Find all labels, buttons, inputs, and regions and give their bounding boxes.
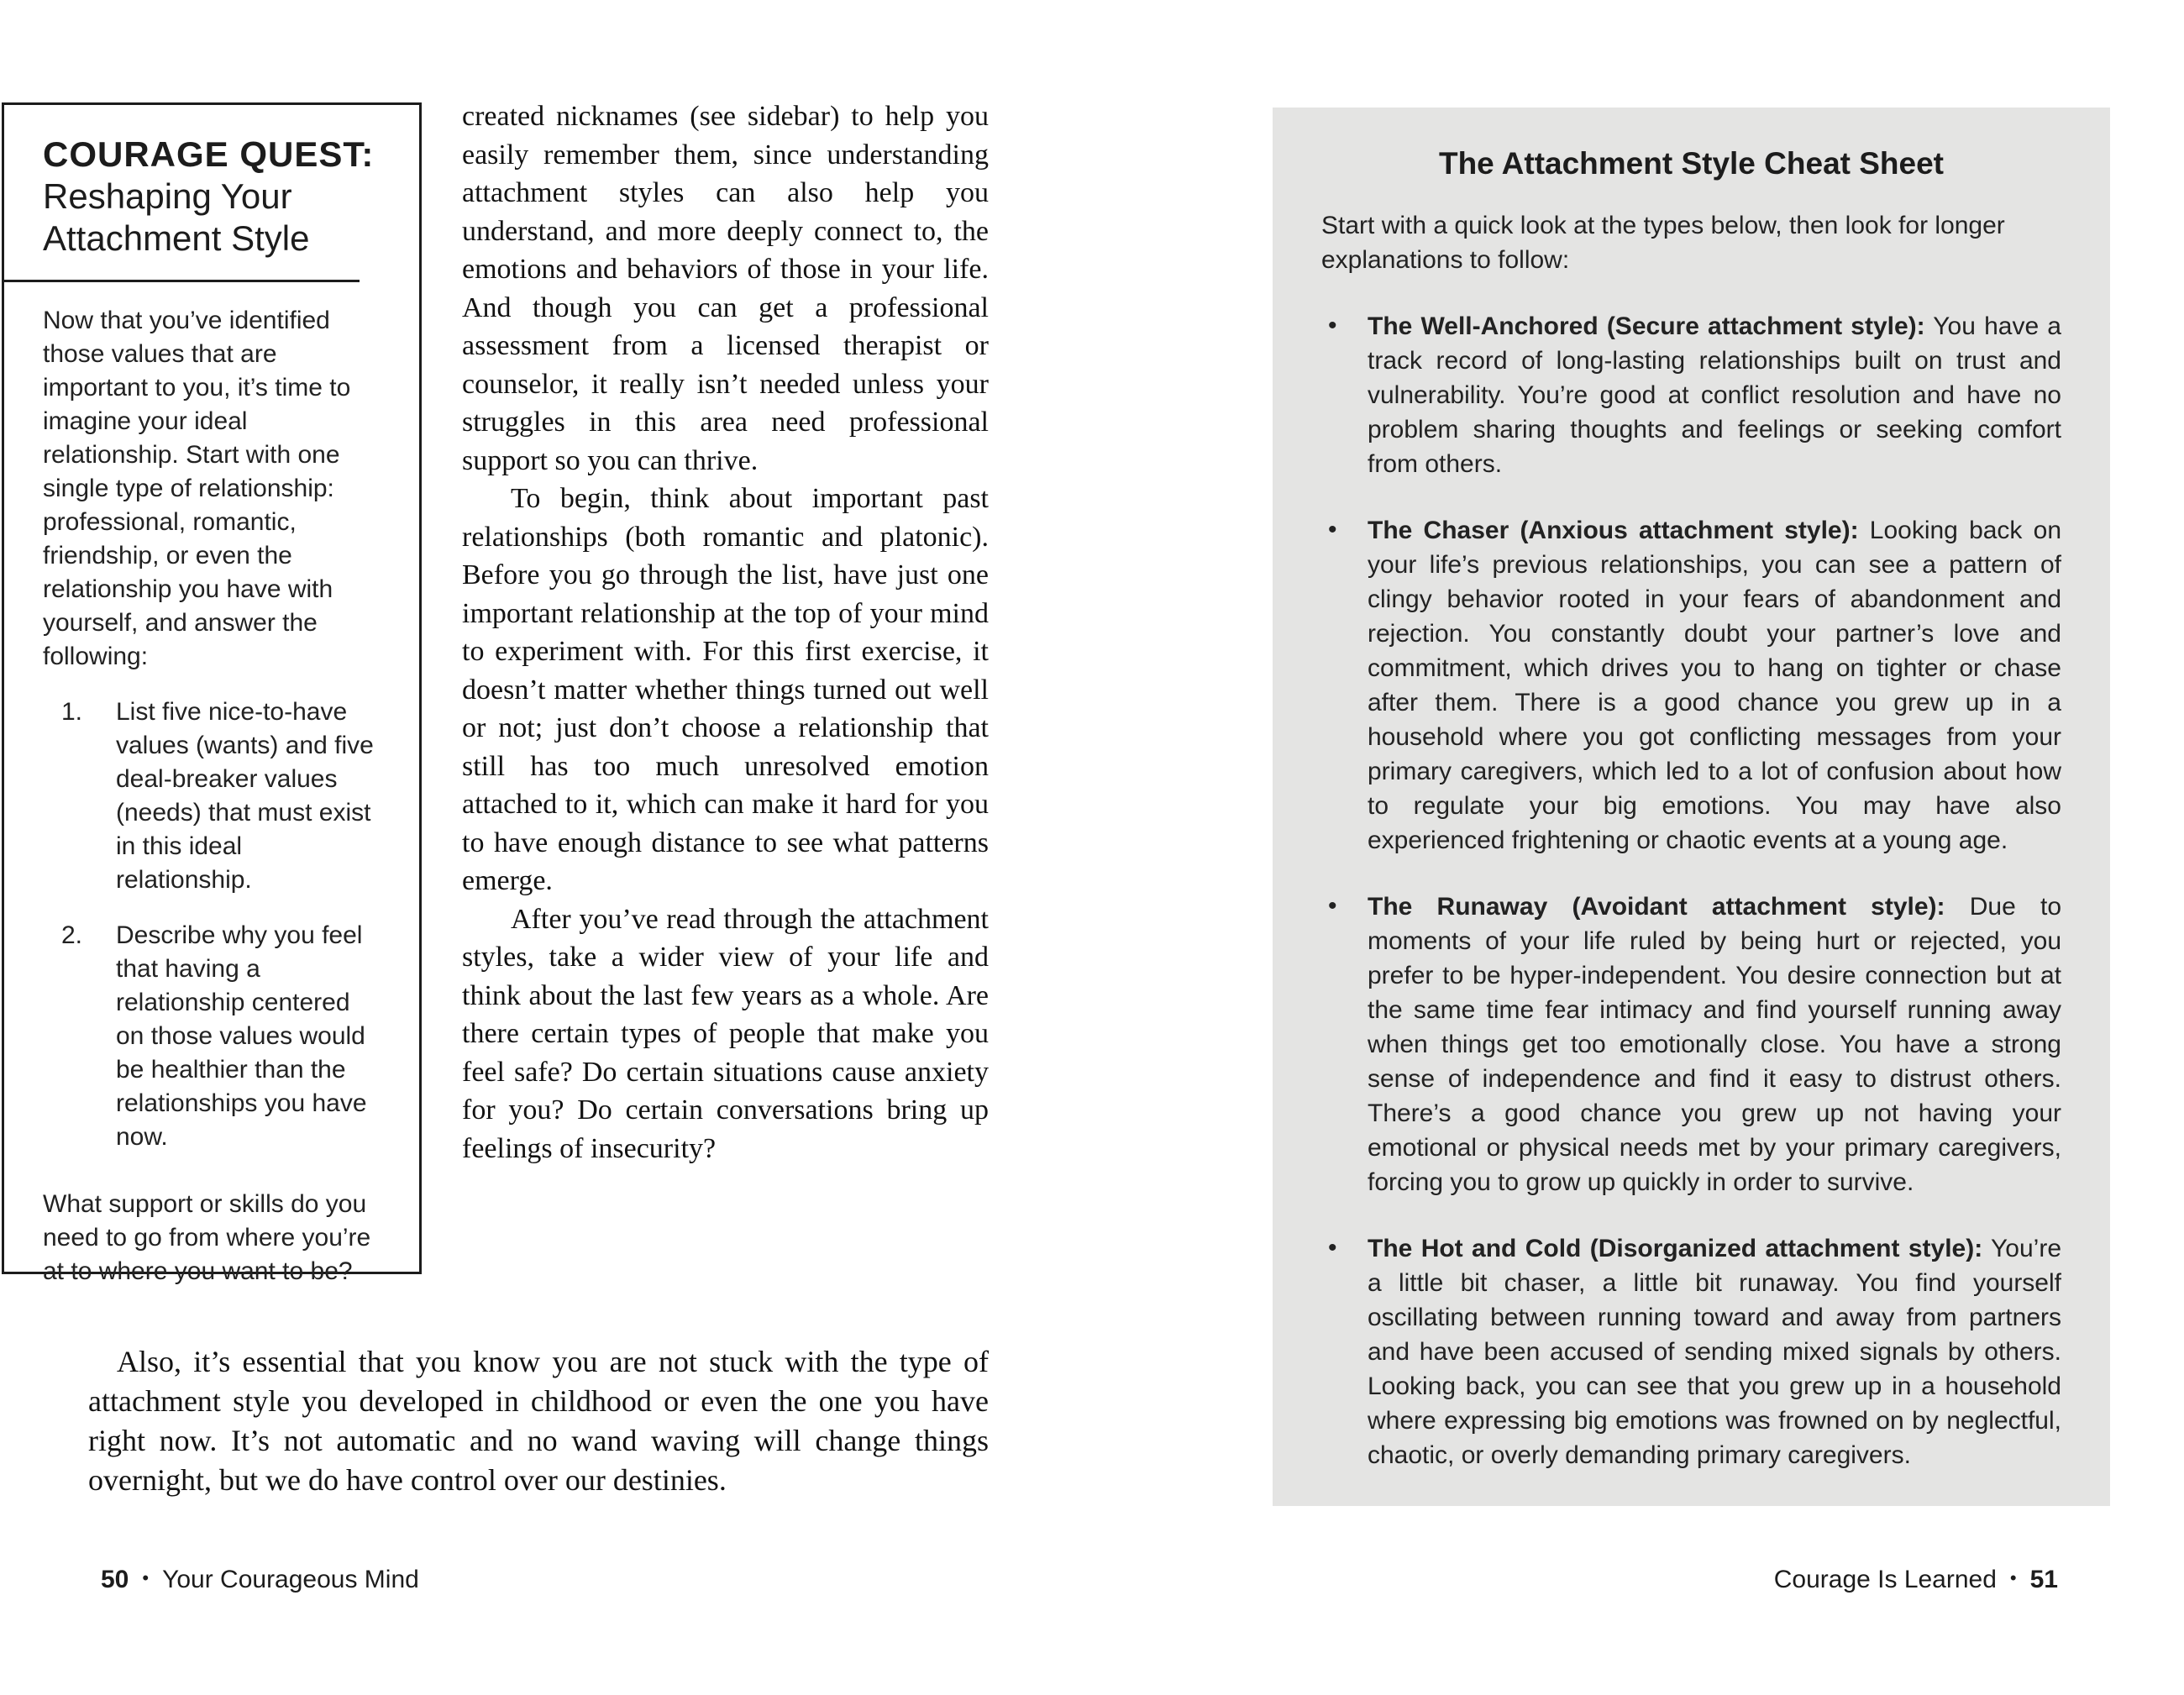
body-paragraph-3: After you’ve read through the attachment styles, take a wider view of your life and think about the last few years as a whole. Are there certain types of people that make you feel safe? Do certain situations cause anxiety for you? Do certain conversations bring up feelings of insecurity? xyxy=(462,903,989,1164)
sidebar-body xyxy=(43,304,381,1288)
cheat-item-text: You have a track record of long-lasting relationships built on trust and vulnerability. You’re good at conflict resolution and have no problem sharing thoughts and feelings or seeking comfort from others. xyxy=(1368,312,2061,478)
courage-quest-box xyxy=(2,102,422,1285)
page-number-right: 51 xyxy=(2029,1566,2058,1593)
cheat-item-chaser xyxy=(1321,513,2061,858)
cheat-item-well-anchored xyxy=(1321,309,2061,481)
bottom-paragraph: Also, it’s essential that you know you are not stuck with the type of attachment style you developed in childhood or even the one you have right now. It’s not automatic and no wand waving will change things overnight, but we do have control over our destinies. xyxy=(88,1345,989,1497)
list-item xyxy=(43,695,381,897)
bullet-icon: • xyxy=(1328,312,1337,339)
footer-separator: • xyxy=(142,1567,150,1588)
sidebar-divider xyxy=(2,280,360,282)
bullet-icon: • xyxy=(1328,516,1337,543)
cheat-item-hot-and-cold xyxy=(1321,1231,2061,1472)
sidebar-title-kicker: COURAGE QUEST: xyxy=(43,134,375,174)
bullet-icon: • xyxy=(1328,1234,1337,1262)
sidebar-title xyxy=(43,134,381,260)
list-item-number: 1. xyxy=(61,698,83,726)
body-paragraph-1: created nicknames (see sidebar) to help you easily remember them, since understanding attachment styles can also help you understand, and more deeply connect to, the emotions and behaviors of those in your life. And though you can get a professional assessment from a licensed therapist or counselor, it really isn’t needed unless your struggles in this area need professional support so you can thrive. xyxy=(462,101,989,476)
cheat-item-text: You’re a little bit chaser, a little bit runaway. You find yourself oscillating between running toward and away from partners and have been accused of sending mixed signals by others. Looking back, you can see that you grew up in a household where expressing big emotions was frowned on by neglectful, chaotic, or overly demanding primary caregivers. xyxy=(1368,1235,2062,1469)
book-title: Your Courageous Mind xyxy=(162,1566,419,1593)
cheat-sheet-panel xyxy=(1273,108,2110,1506)
footer-right xyxy=(1774,1566,2058,1594)
footer-left xyxy=(101,1566,419,1594)
cheat-sheet-title: The Attachment Style Cheat Sheet xyxy=(1438,146,1945,181)
sidebar-numbered-list xyxy=(43,695,381,1154)
cheat-item-lead: The Hot and Cold (Disorganized attachment style): xyxy=(1368,1235,1983,1262)
sidebar-closing-question: What support or skills do you need to go from where you’re at to where you want to be? xyxy=(43,1190,371,1285)
cheat-item-lead: The Runaway (Avoidant attachment style): xyxy=(1368,893,1945,921)
list-item-number: 2. xyxy=(61,921,83,949)
cheat-item-text: Looking back on your life’s previous relationships, you can see a pattern of clingy behavior rooted in your fears of abandonment and rejection. You constantly doubt your partner’s love and commitment, which drives you to hang on tighter or chase after them. There is a good chance you grew up in a household where you got conflicting messages from your primary caregivers, which led to a lot of confusion about how to regulate your big emotions. You may have also experienced frightening or chaotic events at a young age. xyxy=(1368,517,2062,854)
sidebar-intro: Now that you’ve identified those values that are important to you, it’s time to imagine your ideal relationship. Start with one single type of relationship: professional, romantic, friendship, or even the relationship you have with yourself, and answer the following: xyxy=(43,307,351,670)
sidebar-title-subtitle: Reshaping Your Attachment Style xyxy=(43,176,310,258)
bullet-icon: • xyxy=(1328,892,1337,920)
list-item-text: List five nice-to-have values (wants) and five deal-breaker values (needs) that must exist in this ideal relationship. xyxy=(116,698,374,894)
cheat-item-text: Due to moments of your life ruled by being hurt or rejected, you prefer to be hyper-independent. You desire connection but at the same time fear intimacy and find yourself running away when things get too emotionally close. You have a strong sense of independence and find it easy to distrust others. There’s a good chance you grew up not having your emotional or physical needs met by your primary caregivers, forcing you to grow up quickly in order to survive. xyxy=(1368,893,2062,1196)
body-paragraph-2: To begin, think about important past relationships (both romantic and platonic). Before you go through the list, have just one important relationship at the top of your mind to experiment with. For this first exercise, it doesn’t matter whether things turned out well or not; just don’t choose a relationship that still has too much unresolved emotion attached to it, which can make it hard for you to have enough distance to see what patterns emerge. xyxy=(462,483,989,896)
body-text-column xyxy=(462,97,989,1168)
page-number-left: 50 xyxy=(101,1566,129,1593)
cheat-item-lead: The Chaser (Anxious attachment style): xyxy=(1368,517,1859,544)
cheat-sheet-intro: Start with a quick look at the types below, then look for longer explanations to follow: xyxy=(1321,212,2005,274)
footer-separator: • xyxy=(2009,1567,2017,1588)
list-item xyxy=(43,919,381,1154)
cheat-item-runaway xyxy=(1321,889,2061,1199)
cheat-item-lead: The Well-Anchored (Secure attachment style): xyxy=(1368,312,1925,340)
list-item-text: Describe why you feel that having a relationship centered on those values would be healthier than the relationships you have now. xyxy=(116,921,367,1151)
chapter-title: Courage Is Learned xyxy=(1773,1566,1997,1593)
cheat-sheet-list xyxy=(1321,309,2061,1472)
